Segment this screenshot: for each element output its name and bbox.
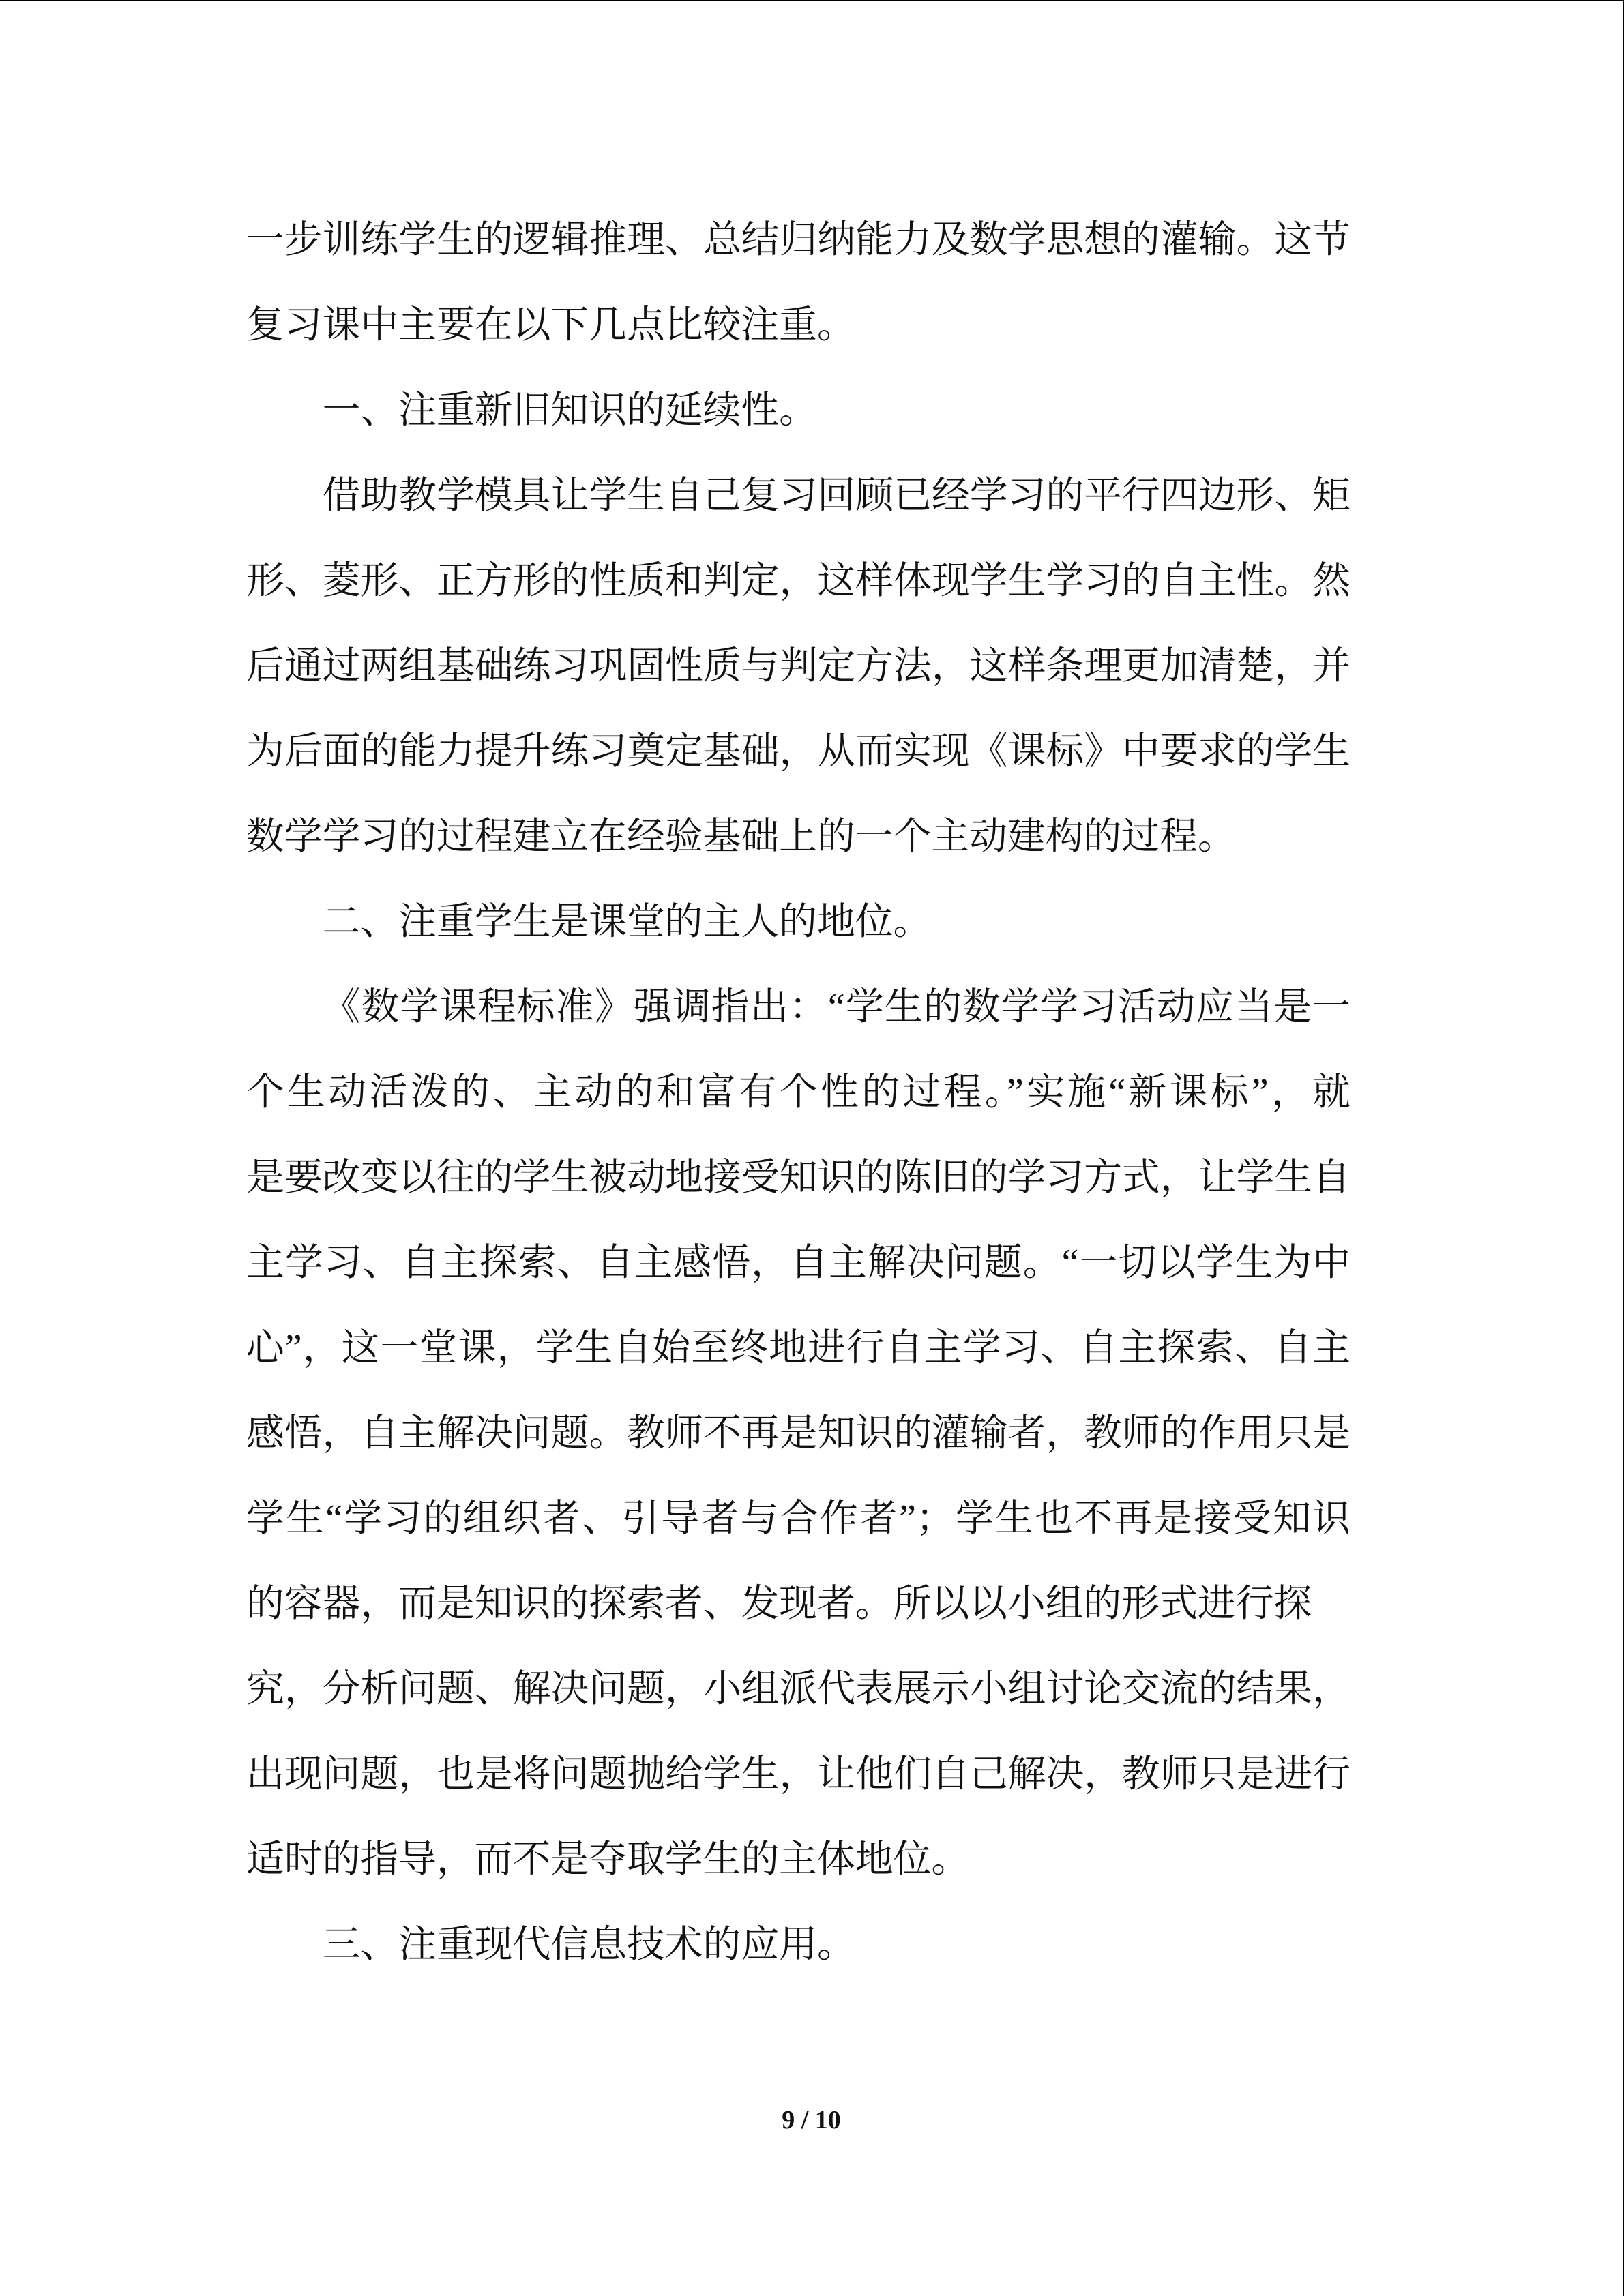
text-line: 出现问题，也是将问题抛给学生，让他们自己解决，教师只是进行 (246, 1753, 1350, 1795)
section-heading-text: 二、注重学生是课堂的主人的地位。 (322, 901, 932, 943)
text-line: 感悟，自主解决问题。教师不再是知识的灌输者，教师的作用只是 (246, 1412, 1350, 1455)
text-line: 主学习、自主探索、自主感悟，自主解决问题。“一切以学生为中 (246, 1242, 1350, 1284)
text-line: 一步训练学生的逻辑推理、总结归纳能力及数学思想的灌输。这节 (246, 219, 1350, 261)
paragraph (246, 453, 1350, 880)
paragraph (246, 198, 1350, 368)
text-line: 《数学课程标准》强调指出：“学生的数学学习活动应当是一 (322, 986, 1350, 1028)
page-number: 9 / 10 (782, 2106, 841, 2134)
page-body (246, 198, 1350, 1988)
text-line: 是要改变以往的学生被动地接受知识的陈旧的学习方式，让学生自 (246, 1157, 1350, 1199)
section-heading (246, 880, 1350, 965)
paragraph (246, 965, 1350, 1903)
text-line: 究，分析问题、解决问题，小组派代表展示小组讨论交流的结果， (246, 1668, 1350, 1710)
text-line: 为后面的能力提升练习奠定基础，从而实现《课标》中要求的学生 (246, 730, 1350, 773)
text-line: 的容器，而是知识的探索者、发现者。所以以小组的形式进行探 (246, 1583, 1312, 1625)
text-line: 复习课中主要在以下几点比较注重。 (246, 304, 855, 346)
section-heading-text: 三、注重现代信息技术的应用。 (322, 1924, 855, 1966)
text-line: 借助教学模具让学生自己复习回顾已经学习的平行四边形、矩 (322, 475, 1350, 517)
text-line: 形、菱形、正方形的性质和判定，这样体现学生学习的自主性。然 (246, 560, 1350, 602)
section-heading (246, 368, 1350, 453)
text-line: 心”，这一堂课，学生自始至终地进行自主学习、自主探索、自主 (246, 1327, 1350, 1369)
text-line: 数学学习的过程建立在经验基础上的一个主动建构的过程。 (246, 816, 1236, 858)
text-line: 后通过两组基础练习巩固性质与判定方法，这样条理更加清楚，并 (246, 645, 1350, 687)
text-line: 学生“学习的组织者、引导者与合作者”；学生也不再是接受知识 (246, 1497, 1350, 1540)
text-line: 个生动活泼的、主动的和富有个性的过程。”实施“新课标”，就 (246, 1071, 1350, 1114)
section-heading-text: 一、注重新旧知识的延续性。 (322, 389, 817, 432)
section-heading (246, 1903, 1350, 1988)
text-line: 适时的指导，而不是夺取学生的主体地位。 (246, 1838, 970, 1881)
